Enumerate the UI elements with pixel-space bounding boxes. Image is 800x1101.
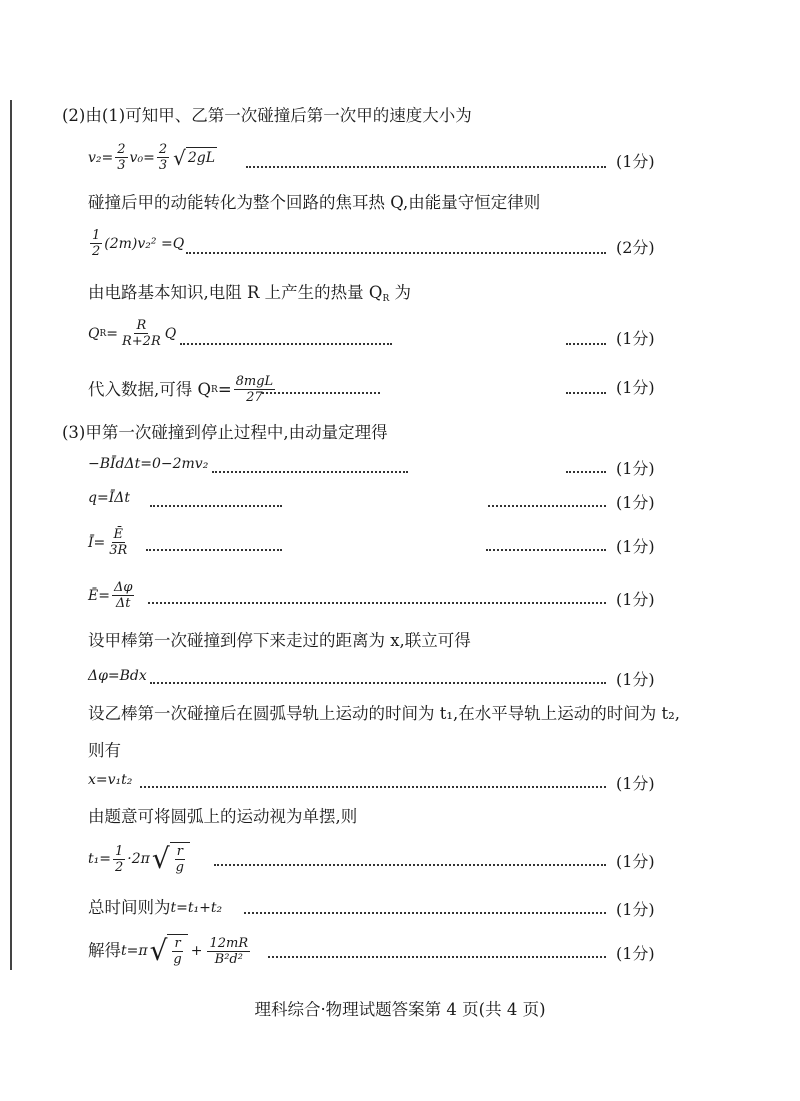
- leader-dots: [180, 341, 392, 345]
- part3-heading: (3)甲第一次碰撞到停止过程中,由动量定理得: [62, 423, 388, 442]
- leader-dots: [268, 954, 606, 958]
- score-label: (1分): [616, 900, 655, 919]
- leader-dots: [566, 341, 606, 345]
- text-distance: 设甲棒第一次碰撞到停下来走过的距离为 x,联立可得: [88, 631, 471, 650]
- leader-dots: [566, 469, 606, 473]
- equation-t1: t₁= $\frac{1}{2}$ ·2π √ $\frac{r}{g}$: [88, 842, 190, 876]
- text-circuit: 由电路基本知识,电阻 R 上产生的热量 $Q_R$ 为: [88, 283, 411, 304]
- score-label: (1分): [616, 774, 655, 793]
- text-substitute: 代入数据,可得 Q R = $\frac{\text{8mgL}}{27}$: [88, 374, 274, 405]
- leader-dots: [486, 547, 606, 551]
- score-label: (1分): [616, 378, 655, 397]
- score-label: (1分): [616, 459, 655, 478]
- equation-momentum: −BĪdΔt=0−2mv₂: [88, 456, 209, 472]
- score-label: (1分): [616, 852, 655, 871]
- leader-dots: [246, 164, 606, 168]
- page-footer: 理科综合·物理试题答案第 4 页(共 4 页): [254, 1000, 546, 1019]
- text-then: 则有: [88, 741, 121, 760]
- leader-dots: [244, 910, 606, 914]
- equation-emf: Ē= $\frac{\Delta\varphi}{\Delta t}$: [88, 580, 133, 611]
- score-label: (2分): [616, 238, 655, 257]
- page-edge-rule: [10, 100, 12, 970]
- equation-x: x=v₁t₂: [88, 772, 133, 788]
- equation-charge: q=ĪΔt: [88, 490, 130, 506]
- leader-dots: [150, 503, 282, 507]
- score-label: (1分): [616, 152, 655, 171]
- leader-dots: [146, 547, 282, 551]
- score-label: (1分): [616, 537, 655, 556]
- part2-heading: (2)由(1)可知甲、乙第一次碰撞后第一次甲的速度大小为: [62, 106, 472, 125]
- score-label: (1分): [616, 944, 655, 963]
- leader-dots: [148, 600, 606, 604]
- score-label: (1分): [616, 590, 655, 609]
- leader-dots: [140, 784, 606, 788]
- equation-energy: $\frac{1}{2}$ (2m)v₂² =Q: [92, 228, 185, 259]
- score-label: (1分): [616, 670, 655, 689]
- leader-dots: [212, 469, 408, 473]
- text-solution: 解得 t=π √ $\frac{r}{g}$ + $\frac{12mR}{\text{B²d²}}$: [88, 934, 249, 967]
- leader-dots: [566, 390, 606, 394]
- text-total-time: 总时间则为 t=t₁+t₂: [88, 898, 223, 917]
- leader-dots: [262, 390, 380, 394]
- leader-dots: [488, 503, 606, 507]
- text-pendulum: 由题意可将圆弧上的运动视为单摆,则: [88, 807, 358, 826]
- score-label: (1分): [616, 329, 655, 348]
- leader-dots: [186, 250, 606, 254]
- text-times: 设乙棒第一次碰撞后在圆弧导轨上运动的时间为 t₁,在水平导轨上运动的时间为 t₂,: [88, 704, 680, 723]
- leader-dots: [150, 680, 606, 684]
- equation-v2: v₂= $\frac{2}{3}$ v₀= $\frac{2}{3}$ √ 2gL: [88, 142, 216, 173]
- text-energy: 碰撞后甲的动能转化为整个回路的焦耳热 Q,由能量守恒定律则: [88, 193, 541, 212]
- equation-current: Ī= $\frac{Ē}{3R}$: [88, 527, 128, 558]
- equation-flux: Δφ=Bdx: [88, 668, 147, 684]
- equation-qr: Q R = $\frac{R}{R+2R}$ Q: [88, 318, 177, 349]
- score-label: (1分): [616, 493, 655, 512]
- leader-dots: [214, 862, 606, 866]
